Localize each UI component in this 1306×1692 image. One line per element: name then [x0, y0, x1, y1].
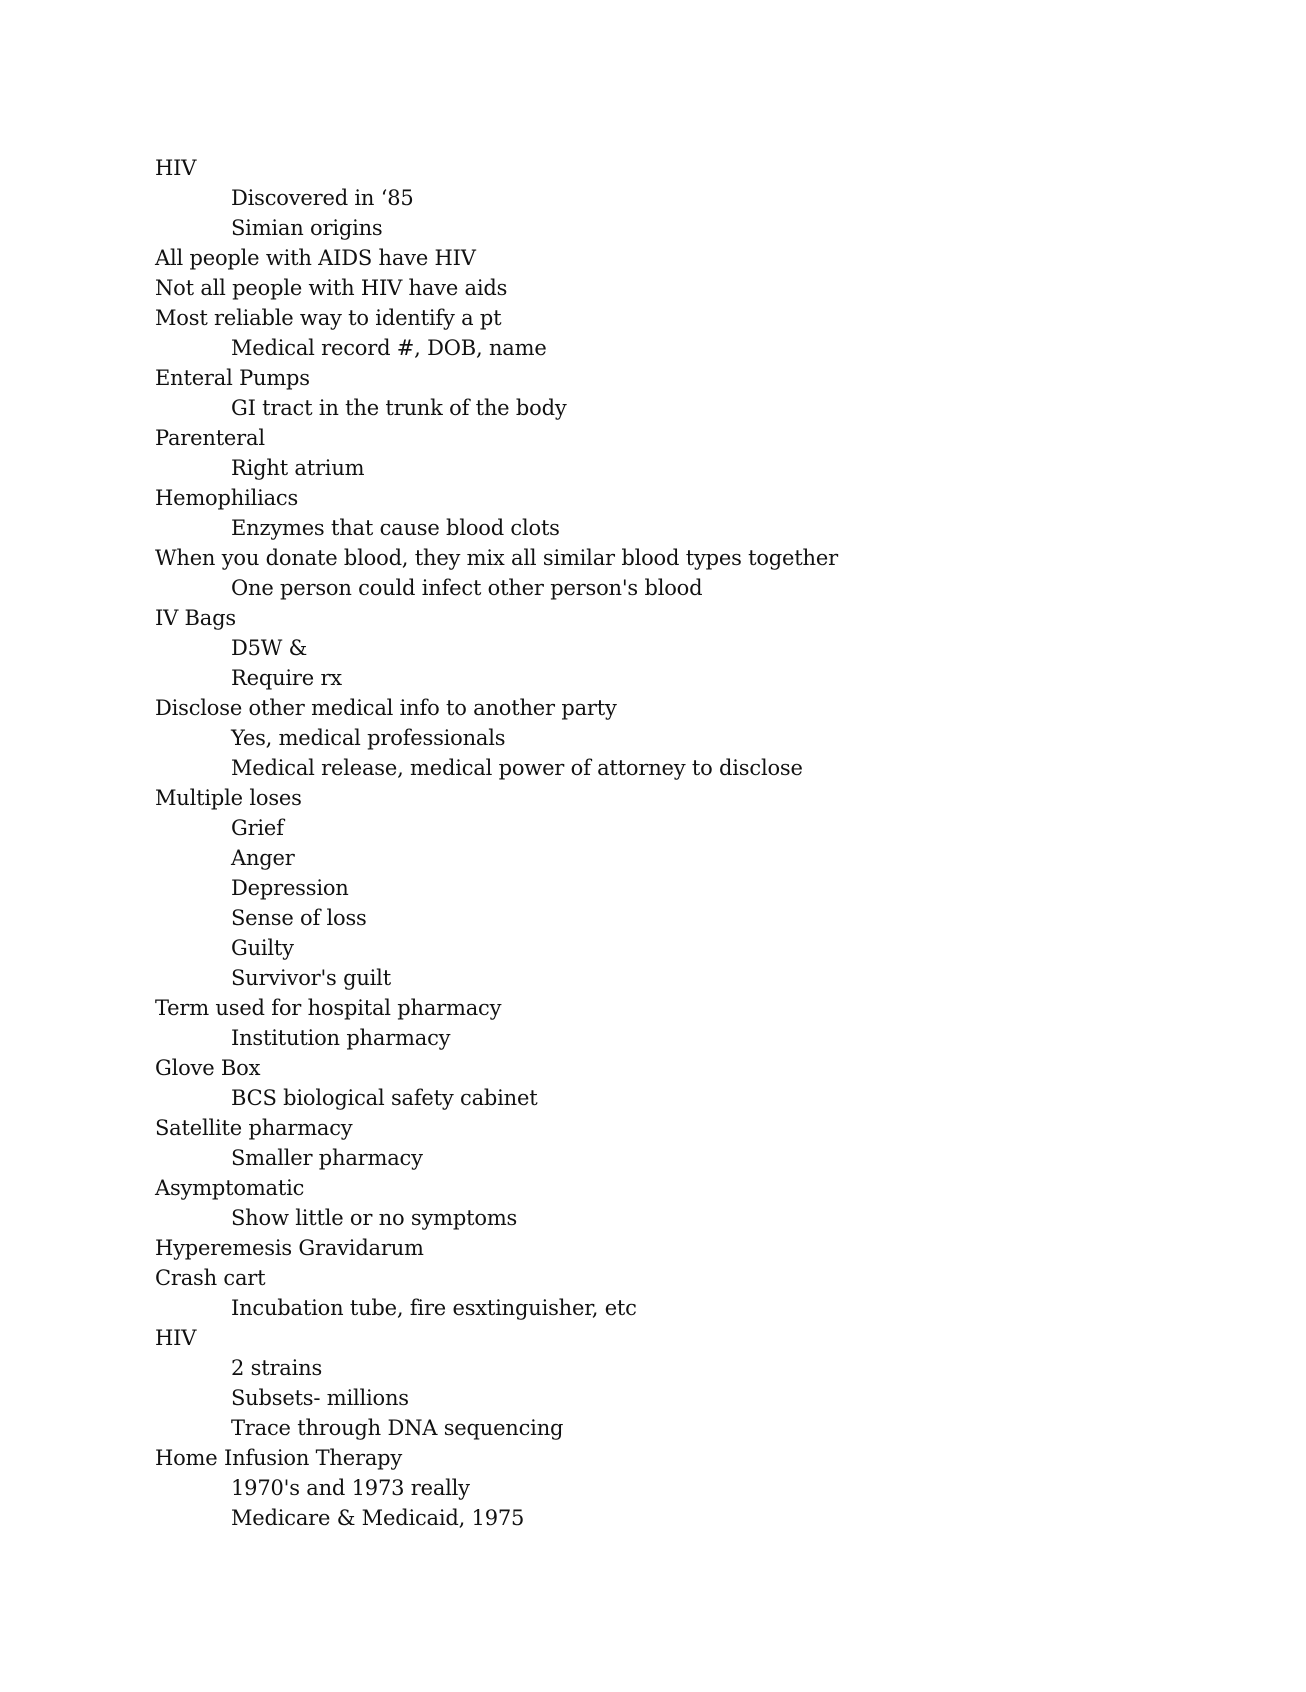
note-subitem: Institution pharmacy — [231, 1026, 451, 1050]
note-subitem: Grief — [231, 816, 284, 840]
note-heading: When you donate blood, they mix all similar blood types together — [155, 546, 838, 570]
note-subitem: Survivor's guilt — [231, 966, 391, 990]
note-subitem: Discovered in ‘85 — [231, 186, 414, 210]
note-heading: Term used for hospital pharmacy — [155, 996, 502, 1020]
note-heading: Asymptomatic — [155, 1176, 305, 1200]
note-subitem: One person could infect other person's blood — [231, 576, 703, 600]
note-heading: Hemophiliacs — [155, 486, 299, 510]
note-subitem: 1970's and 1973 really — [231, 1476, 470, 1500]
note-subitem: Medical release, medical power of attorney to disclose — [231, 756, 803, 780]
note-subitem: Trace through DNA sequencing — [231, 1416, 564, 1440]
note-heading: HIV — [155, 156, 197, 180]
note-subitem: Incubation tube, fire esxtinguisher, etc — [231, 1296, 637, 1320]
note-heading: Crash cart — [155, 1266, 266, 1290]
note-subitem: 2 strains — [231, 1356, 323, 1380]
note-heading: Most reliable way to identify a pt — [155, 306, 502, 330]
note-heading: Satellite pharmacy — [155, 1116, 353, 1140]
note-subitem: Subsets- millions — [231, 1386, 409, 1410]
note-subitem: D5W & — [231, 636, 308, 660]
note-heading: Not all people with HIV have aids — [155, 276, 508, 300]
note-heading: Multiple loses — [155, 786, 302, 810]
note-heading: Enteral Pumps — [155, 366, 310, 390]
notes-list — [155, 153, 1195, 1533]
note-subitem: Guilty — [231, 936, 294, 960]
note-subitem: Require rx — [231, 666, 342, 690]
note-heading: Glove Box — [155, 1056, 261, 1080]
note-subitem: GI tract in the trunk of the body — [231, 396, 567, 420]
note-subitem: BCS biological safety cabinet — [231, 1086, 538, 1110]
note-subitem: Enzymes that cause blood clots — [231, 516, 560, 540]
note-subitem: Medical record #, DOB, name — [231, 336, 547, 360]
note-subitem: Anger — [231, 846, 295, 870]
note-heading: Hyperemesis Gravidarum — [155, 1236, 424, 1260]
note-subitem: Simian origins — [231, 216, 383, 240]
note-heading: HIV — [155, 1326, 197, 1350]
note-heading: All people with AIDS have HIV — [155, 246, 476, 270]
note-subitem: Smaller pharmacy — [231, 1146, 423, 1170]
note-subitem: Medicare & Medicaid, 1975 — [231, 1506, 525, 1530]
note-subitem: Sense of loss — [231, 906, 367, 930]
note-heading: Parenteral — [155, 426, 265, 450]
note-heading: Home Infusion Therapy — [155, 1446, 403, 1470]
note-heading: IV Bags — [155, 606, 236, 630]
note-subitem: Yes, medical professionals — [231, 726, 506, 750]
note-subitem: Right atrium — [231, 456, 365, 480]
note-subitem: Show little or no symptoms — [231, 1206, 518, 1230]
note-heading: Disclose other medical info to another party — [155, 696, 617, 720]
note-subitem: Depression — [231, 876, 349, 900]
